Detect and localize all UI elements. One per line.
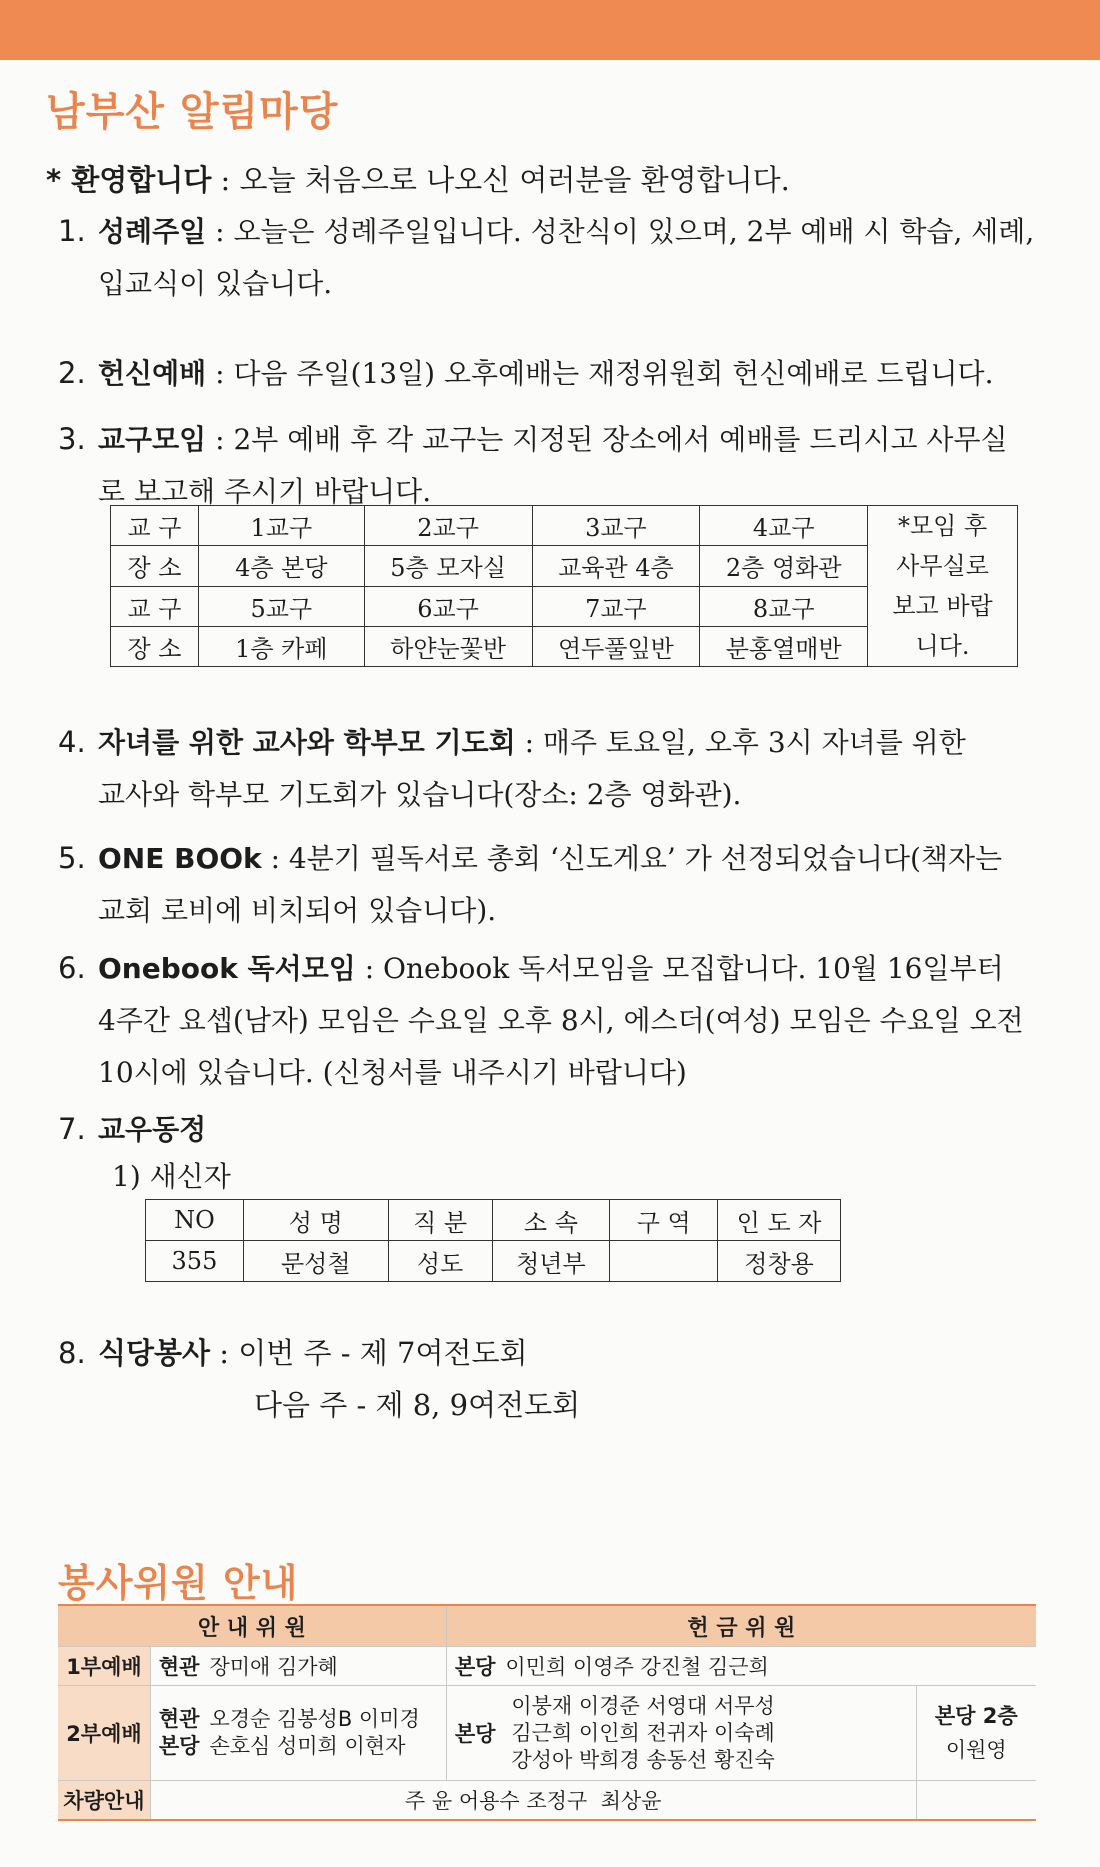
newcomer-table	[145, 1199, 841, 1282]
service2-extra-offering	[916, 1686, 1036, 1781]
item-text: : Onebook 독서모임을 모집합니다. 10월 16일부터	[355, 952, 1004, 985]
table-cell	[610, 1241, 718, 1282]
table-cell: 장 소	[111, 546, 199, 586]
offering-location: 본당	[454, 1722, 496, 1746]
table-header-row	[146, 1200, 841, 1241]
table-header-cell: 인 도 자	[718, 1200, 841, 1241]
usher-column-header: 안 내 위 원	[58, 1605, 446, 1647]
table-cell: 1교구	[198, 506, 364, 546]
notice-item-8	[58, 1327, 580, 1431]
item-heading: 식당봉사	[98, 1336, 211, 1370]
item-heading: 헌신예배	[98, 357, 207, 390]
table-header-cell: 소 속	[492, 1200, 610, 1241]
table-cell: 장 소	[111, 626, 199, 666]
item-number: 5.	[58, 841, 86, 875]
table-cell: 문성철	[243, 1241, 388, 1282]
table-row	[58, 1686, 1036, 1781]
empty-cell	[916, 1781, 1036, 1821]
usher-names: 손호심 성미희 이현자	[209, 1734, 406, 1758]
item-number: 4.	[58, 725, 86, 759]
newcomer-subtitle: 1) 새신자	[112, 1160, 231, 1193]
item-heading: 성례주일	[98, 215, 207, 248]
table-row	[58, 1647, 1036, 1686]
service2-label: 2부예배	[58, 1686, 150, 1781]
usher-location: 현관	[158, 1707, 200, 1731]
item-heading: ONE BOOk	[98, 842, 262, 875]
item-text-continued: 10시에 있습니다. (신청서를 내주시기 바랍니다)	[98, 1056, 687, 1089]
item-number: 3.	[58, 422, 86, 456]
item-text: : 4분기 필독서로 총회 ‘신도게요’ 가 선정되었습니다(책자는	[261, 842, 1003, 875]
item-number: 6.	[58, 951, 86, 985]
item-text: : 2부 예배 후 각 교구는 지정된 장소에서 예배를 드리시고 사무실	[206, 423, 1008, 456]
usher-names: 장미애 김가혜	[209, 1655, 338, 1679]
item-text: : 오늘은 성례주일입니다. 성찬식이 있으며, 2부 예배 시 학습, 세례,	[206, 215, 1035, 248]
table-header-cell: 직 분	[388, 1200, 492, 1241]
item-number: 8.	[58, 1336, 86, 1370]
page-title: 남부산 알림마당	[46, 89, 339, 135]
offering-location: 본당	[454, 1655, 496, 1679]
district-note	[868, 506, 1018, 667]
table-header-cell: 구 역	[610, 1200, 718, 1241]
table-cell: 교 구	[111, 506, 199, 546]
item-number: 2.	[58, 356, 86, 390]
volunteers-title: 봉사위원 안내	[58, 1561, 299, 1605]
table-cell: 정창용	[718, 1241, 841, 1282]
item-text: : 다음 주일(13일) 오후예배는 재정위원회 헌신예배로 드립니다.	[206, 357, 994, 390]
table-cell: 8교구	[700, 586, 868, 626]
service1-offering	[446, 1647, 1036, 1686]
parking-label: 차량안내	[58, 1781, 150, 1821]
table-row	[58, 1781, 1036, 1821]
service1-ushers	[150, 1647, 446, 1686]
table-row	[111, 506, 1018, 546]
extra-location: 본당 2층	[934, 1704, 1018, 1728]
note-line: 사무실로	[896, 552, 989, 580]
offering-names: 이붕재 이경준 서영대 서무성	[511, 1693, 775, 1718]
notice-item-7	[58, 1103, 1058, 1156]
table-cell: 5층 모자실	[364, 546, 532, 586]
table-row	[146, 1241, 841, 1282]
table-cell: 6교구	[364, 586, 532, 626]
table-cell: 교육관 4층	[532, 546, 700, 586]
table-cell: 355	[146, 1241, 244, 1282]
note-line: 보고 바랍	[892, 592, 993, 620]
table-header-cell: NO	[146, 1200, 244, 1241]
offering-names: 강성아 박희경 송동선 황진숙	[511, 1747, 775, 1772]
offering-names: 김근희 이인희 전귀자 이숙례	[511, 1720, 775, 1745]
item-heading: 교구모임	[98, 423, 207, 456]
header-bar	[0, 0, 1100, 60]
table-header-cell: 성 명	[243, 1200, 388, 1241]
volunteers-table	[58, 1604, 1036, 1821]
notice-item-3	[58, 413, 1058, 518]
table-cell: 4교구	[700, 506, 868, 546]
item-text: : 이번 주 - 제 7여전도회	[210, 1336, 528, 1370]
table-cell: 하얀눈꽃반	[364, 626, 532, 666]
item-text-continued: 다음 주 - 제 8, 9여전도회	[254, 1388, 581, 1422]
item-text: : 매주 토요일, 오후 3시 자녀를 위한	[515, 726, 966, 759]
item-number: 1.	[58, 214, 86, 248]
table-cell: 성도	[388, 1241, 492, 1282]
offering-names: 이민희 이영주 강진철 김근희	[505, 1655, 769, 1679]
item-text-continued: 로 보고해 주시기 바랍니다.	[98, 475, 432, 508]
table-cell: 2교구	[364, 506, 532, 546]
notice-item-6	[58, 942, 1058, 1099]
district-table	[110, 505, 1018, 667]
item-heading: 자녀를 위한 교사와 학부모 기도회	[98, 726, 516, 759]
welcome-label: * 환영합니다	[46, 163, 212, 197]
table-cell: 2층 영화관	[700, 546, 868, 586]
table-cell: 3교구	[532, 506, 700, 546]
item-heading: Onebook 독서모임	[98, 952, 356, 985]
usher-location: 본당	[158, 1734, 200, 1758]
table-cell: 5교구	[198, 586, 364, 626]
table-cell: 연두풀잎반	[532, 626, 700, 666]
table-cell: 분홍열매반	[700, 626, 868, 666]
notice-item-1	[58, 205, 1058, 310]
extra-name: 이원영	[945, 1738, 1007, 1762]
table-header-row	[58, 1605, 1036, 1647]
parking-names: 주 윤 어용수 조정구 최상윤	[150, 1781, 916, 1821]
item-text-continued: 4주간 요셉(남자) 모임은 수요일 오후 8시, 에스더(여성) 모임은 수요일 오전	[98, 1004, 1024, 1037]
notice-item-5	[58, 832, 1058, 937]
usher-location: 현관	[158, 1655, 200, 1679]
table-cell: 1층 카페	[198, 626, 364, 666]
notice-item-4	[58, 716, 1058, 821]
item-number: 7.	[58, 1112, 86, 1146]
note-line: *모임 후	[897, 512, 988, 540]
service2-offering	[446, 1686, 916, 1781]
item-heading: 교우동정	[98, 1113, 207, 1146]
welcome-text: : 오늘 처음으로 나오신 여러분을 환영합니다.	[211, 163, 790, 197]
table-cell: 4층 본당	[198, 546, 364, 586]
welcome-notice	[46, 158, 790, 199]
notice-item-2	[58, 347, 1058, 400]
table-cell: 7교구	[532, 586, 700, 626]
service1-label: 1부예배	[58, 1647, 150, 1686]
table-cell: 청년부	[492, 1241, 610, 1282]
table-cell: 교 구	[111, 586, 199, 626]
note-line: 니다.	[915, 632, 970, 660]
item-text-continued: 교회 로비에 비치되어 있습니다).	[98, 894, 497, 927]
item-text-continued: 교사와 학부모 기도회가 있습니다(장소: 2층 영화관).	[98, 778, 742, 811]
item-text-continued: 입교식이 있습니다.	[98, 267, 333, 300]
usher-names: 오경순 김봉성B 이미경	[209, 1707, 420, 1731]
offering-column-header: 헌 금 위 원	[446, 1605, 1036, 1647]
service2-ushers	[150, 1686, 446, 1781]
